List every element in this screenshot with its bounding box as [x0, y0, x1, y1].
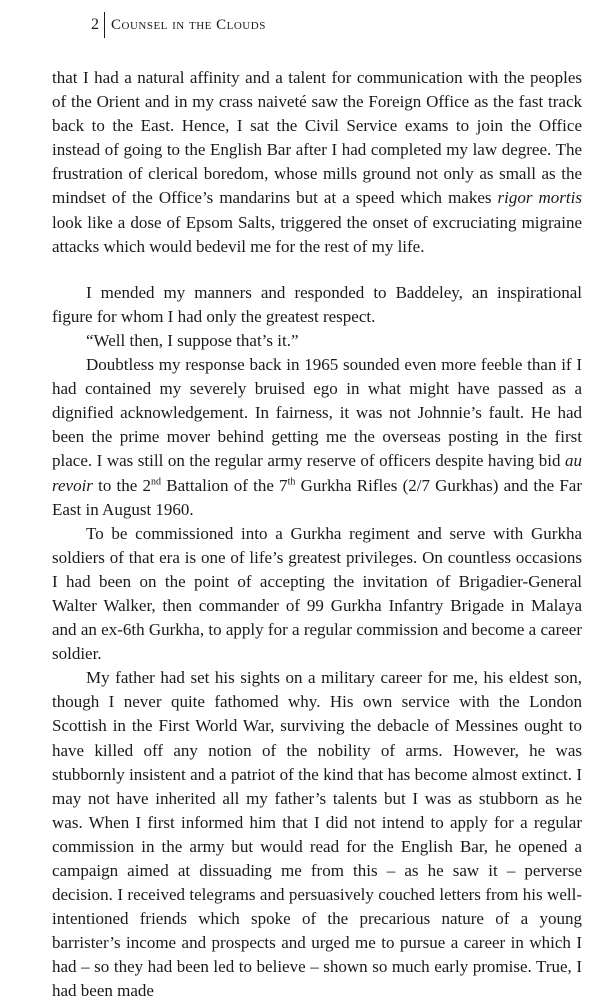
superscript: nd	[151, 475, 162, 487]
italic-text: rigor mortis	[497, 188, 582, 208]
text-run: Battalion of the 7	[161, 475, 288, 495]
paragraph	[52, 281, 582, 329]
italic-text: au revoir	[52, 451, 582, 495]
text-run: look like a dose of Epsom Salts, triggered the onset of excruciating migraine attacks which would bedevil me for the rest of my life.	[52, 212, 582, 256]
text-run: To be commissioned into a Gurkha regiment and serve with Gurkha soldiers of that era is one of life’s greatest privileges. On countless occasions I had been on the point of accepting the invitation of Brigadier-General Walter Walker, then commander of 99 Gurkha Infantry Brigade in Malaya and an ex-6th Gurkha, to apply for a regular commission and become a career soldier.	[52, 523, 582, 664]
text-run: I mended my manners and responded to Baddeley, an inspirational figure for whom I had only the greatest respect.	[52, 282, 582, 326]
paragraph	[52, 66, 582, 259]
running-header	[91, 10, 266, 40]
text-run: “Well then, I suppose that’s it.”	[86, 330, 299, 350]
text-run: Gurkha Rifles (2/7 Gurkhas) and the Far East in August 1960.	[52, 475, 582, 519]
paragraph	[52, 522, 582, 667]
text-run: Doubtless my response back in 1965 sounded even more feeble than if I had contained my severely bruised ego in what might have passed as a dignified acknowledgement. In fairness, it was not Johnnie’s fault. He had been the prime mover behind getting me the overseas posting in the first place. I was still on the regular army reserve of officers despite having bid	[52, 355, 582, 471]
paragraph	[52, 329, 582, 353]
superscript: th	[287, 475, 296, 487]
text-run: that I had a natural affinity and a talent for communication with the peoples of the Orient and in my crass naiveté saw the Foreign Office as the fast track back to the East. Hence, I sat the Civil Service exams to join the Office instead of going to the English Bar after I had completed my law degree. The frustration of clerical boredom, whose mills ground not only as small as the mindset of the Office’s mandarins but at a speed which makes	[52, 68, 582, 208]
page-number: 2	[91, 16, 99, 33]
header-divider	[104, 12, 105, 38]
body-text	[52, 66, 582, 1004]
paragraph	[52, 353, 582, 522]
running-title: Counsel in the Clouds	[111, 16, 266, 33]
paragraph	[52, 666, 582, 1003]
text-run: My father had set his sights on a military career for me, his eldest son, though I never quite fathomed why. His own service with the London Scottish in the First World War, surviving the debacle of Messines ought to have killed off any notion of the nobility of arms. However, he was stubbornly insistent and a patriot of the kind that has become almost extinct. I may not have inherited all my father’s talents but I was as stubborn as he was. When I first informed him that I did not intend to apply for a regular commission in the army but would read for the English Bar, he opened a campaign aimed at dissuading me from this – as he saw it – perverse decision. I received telegrams and persuasively couched letters from his well-intentioned friends which spoke of the precarious nature of a young barrister’s income and prospects and urged me to pursue a career in which I had – so they had been led to believe – shown so much early promise. True, I had been made	[52, 668, 582, 1001]
text-run: to the 2	[92, 475, 152, 495]
